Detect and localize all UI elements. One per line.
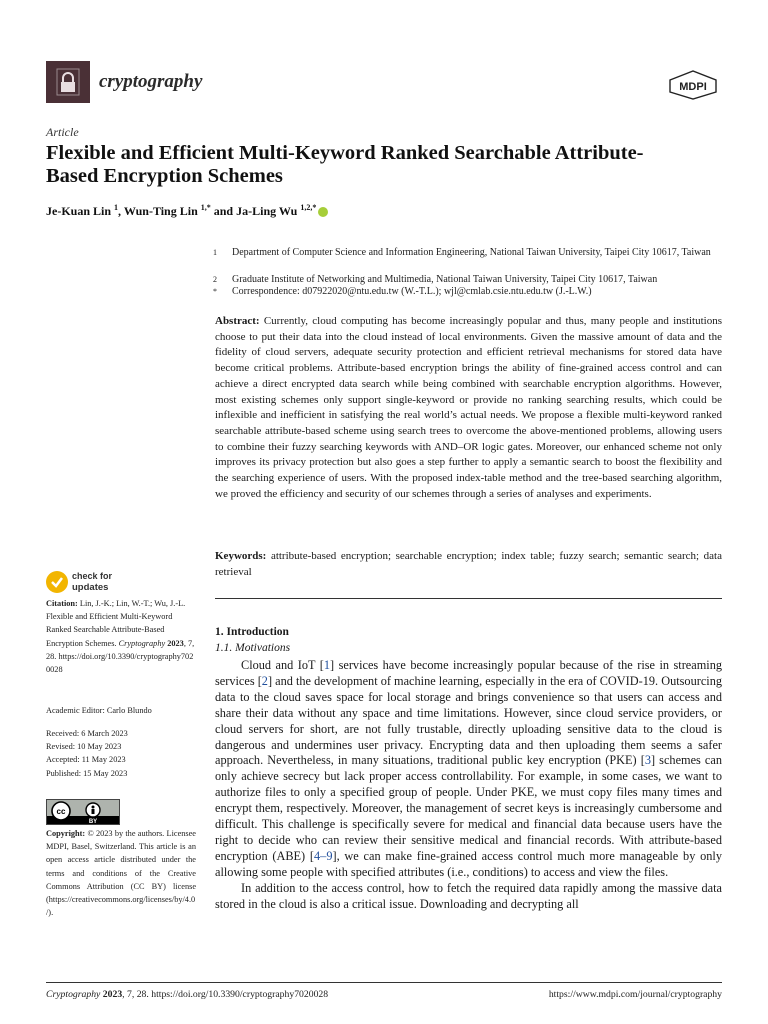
copyright-notice	[46, 827, 196, 919]
check-for-updates-button[interactable]	[46, 569, 126, 597]
section-divider	[215, 598, 722, 599]
orcid-icon[interactable]	[318, 207, 328, 217]
citation-label: Citation:	[46, 599, 78, 608]
copyright-text: © 2023 by the authors. Licensee MDPI, Basel, Switzerland. This article is an open access article distributed under the terms and conditions of the Creative Commons Attribution (CC BY) license (https://creativecommons.org/licenses/by/4.0/).	[46, 829, 196, 918]
affiliation-number: *	[213, 287, 217, 296]
footer-doi[interactable]: , 7, 28. https://doi.org/10.3390/cryptography7020028	[122, 989, 329, 1000]
journal-logo	[46, 61, 90, 103]
keywords-label: Keywords:	[215, 550, 267, 562]
citation-volume: , 7, 28.	[46, 638, 195, 661]
published-date: Published: 15 May 2023	[46, 768, 128, 778]
academic-editor: Academic Editor: Carlo Blundo	[46, 706, 152, 715]
mdpi-logo[interactable]	[666, 70, 720, 100]
publisher-name: MDPI	[679, 81, 707, 93]
subsection-heading: 1.1. Motivations	[215, 642, 291, 654]
author-name[interactable]: Ja-Ling Wu	[236, 204, 298, 218]
affiliation-text: Department of Computer Science and Information Engineering, National Taiwan University, Taipei City 10617, Taiwan	[232, 247, 711, 258]
author-affiliation-mark: 1	[114, 203, 119, 212]
footer-journal: Cryptography	[46, 989, 101, 1000]
keywords-text: attribute-based encryption; searchable encryption; index table; fuzzy search; semantic search; data retrieval	[215, 550, 722, 578]
affiliation-text: Graduate Institute of Networking and Multimedia, National Taiwan University, Taipei City 10617, Taiwan	[232, 274, 658, 285]
by-label: BY	[88, 819, 98, 824]
paragraph: In addition to the access control, how to fetch the required data rapidly among the massive data stored in the cloud is also a critical issue. Downloading and decrypting all	[215, 880, 722, 911]
padlock-icon	[54, 67, 82, 97]
keywords	[215, 549, 722, 580]
correspondence-text[interactable]: Correspondence: d07922020@ntu.edu.tw (W.-T.L.); wjl@cmlab.csie.ntu.edu.tw (J.-L.W.)	[232, 286, 592, 297]
check-updates-line1: check for	[72, 571, 113, 581]
check-updates-icon	[46, 571, 68, 593]
cc-by-license-badge[interactable]	[46, 799, 120, 825]
reference-link[interactable]: 3	[644, 753, 651, 768]
paper-title: Flexible and Efficient Multi-Keyword Ranked Searchable Attribute-Based Encryption Schemes	[46, 142, 644, 187]
cc-icon: cc	[56, 807, 66, 816]
revised-date: Revised: 10 May 2023	[46, 742, 122, 752]
author-list: Je-Kuan Lin $^1$, Wun-Ting Lin $^{1,*}$ and Ja-Ling Wu $^{1,2,*}$	[46, 203, 328, 219]
article-type: Article	[46, 125, 79, 139]
affiliation-number: 1	[213, 248, 217, 257]
citation-doi[interactable]: https://doi.org/10.3390/cryptography7020028	[46, 651, 194, 675]
check-updates-line2: updates	[72, 582, 109, 593]
footer-year: 2023	[102, 989, 123, 1000]
footer-journal-url[interactable]: https://www.mdpi.com/journal/cryptography	[548, 989, 722, 1000]
abstract	[215, 314, 722, 502]
author-affiliation-mark: 1,2,*	[300, 203, 317, 212]
citation-year: 2023	[167, 638, 184, 648]
received-date: Received: 6 March 2023	[46, 729, 128, 738]
footer-citation	[46, 989, 328, 1000]
affiliation-number: 2	[213, 275, 217, 284]
copyright-label: Copyright:	[46, 829, 86, 838]
abstract-text: Currently, cloud computing has become increasingly popular and thus, many people and institutions choose to put their data into the cloud instead of local environments. Given the massive amount of data and the fidelity of cloud servers, adequate security protection and efficient retrieval mechanisms for stored data have become critical problems. Attribute-based encryption brings the ability of fine-grained access control and can achieve a direct encrypted data search while being combined with searchable encryption algorithms. However, most existing schemes only support single-keyword or provide no ranking searching results, which could be inflexible and inefficient in satisfying the real world’s actual needs. We propose a flexible multi-keyword ranked searchable attribute-based scheme using search trees to overcome the above-mentioned problems, allowing users to combine their fuzzy searching keywords with AND–OR logic gates. Moreover, our enhanced scheme not only improves its privacy protection but also goes a step further to apply a semantic search to boost the flexibility and the searching experience of users. With the proposed index-table method and the tree-based searching algorithm, we proved the efficiency and security of our schemes through a series of analyses and experiments.	[215, 315, 723, 500]
journal-name: cryptography	[99, 71, 203, 92]
citation	[46, 597, 196, 676]
reference-link[interactable]: 1	[323, 658, 331, 672]
abstract-label: Abstract:	[215, 315, 260, 327]
citation-journal: Cryptography	[118, 638, 166, 648]
author-name[interactable]: Je-Kuan Lin	[46, 204, 112, 218]
publication-dates	[46, 727, 196, 780]
paragraph: Cloud and IoT [1] services have become increasingly popular because of the rise in streaming services [2] and the development of machine learning, especially in the era of COVID-19. Outsourcing data to the cloud saves space for local storage and brings convenience so that users can access and share their data without any space and time limitations. However, since cloud service providers, or cloud servers for short, are not fully trustable, directly uploading sensitive data to the cloud is dangerous and undermines user privacy. Encrypting data and then uploading them seems a safer approach. Nevertheless, in many situations, traditional public key encryption (PKE) [3] schemes can only achieve secrecy but lack proper access controllability. For example, in some cases, we want to authorize files to only a specified group of people. Under PKE, we must copy files many times and encrypt them, respectively. Moreover, the management of secret keys is increasingly cumbersome and difficult. This challenge is specifically severe for medical and financial data because users have the right to decide who can review their sensitive medical and financial records. With attribute-based encryption (ABE) [4–9], we can make fine-grained access control much more manageable by only allowing some people with specified attributes (i.e., conditions) to access and view the files.	[215, 658, 722, 879]
author-name[interactable]: Wun-Ting Lin	[123, 204, 198, 218]
reference-link[interactable]: 4–9	[314, 848, 333, 863]
citation-text: Lin, J.-K.; Lin, W.-T.; Wu, J.-L. Flexible and Efficient Multi-Keyword Ranked Searchable Attribute-Based Encryption Schemes.	[46, 599, 186, 648]
body-text	[215, 658, 722, 913]
author-affiliation-mark: 1,*	[200, 203, 211, 212]
accepted-date: Accepted: 11 May 2023	[46, 755, 126, 765]
section-heading: 1. Introduction	[215, 626, 289, 638]
footer-divider	[46, 982, 722, 983]
reference-link[interactable]: 2	[261, 673, 268, 688]
